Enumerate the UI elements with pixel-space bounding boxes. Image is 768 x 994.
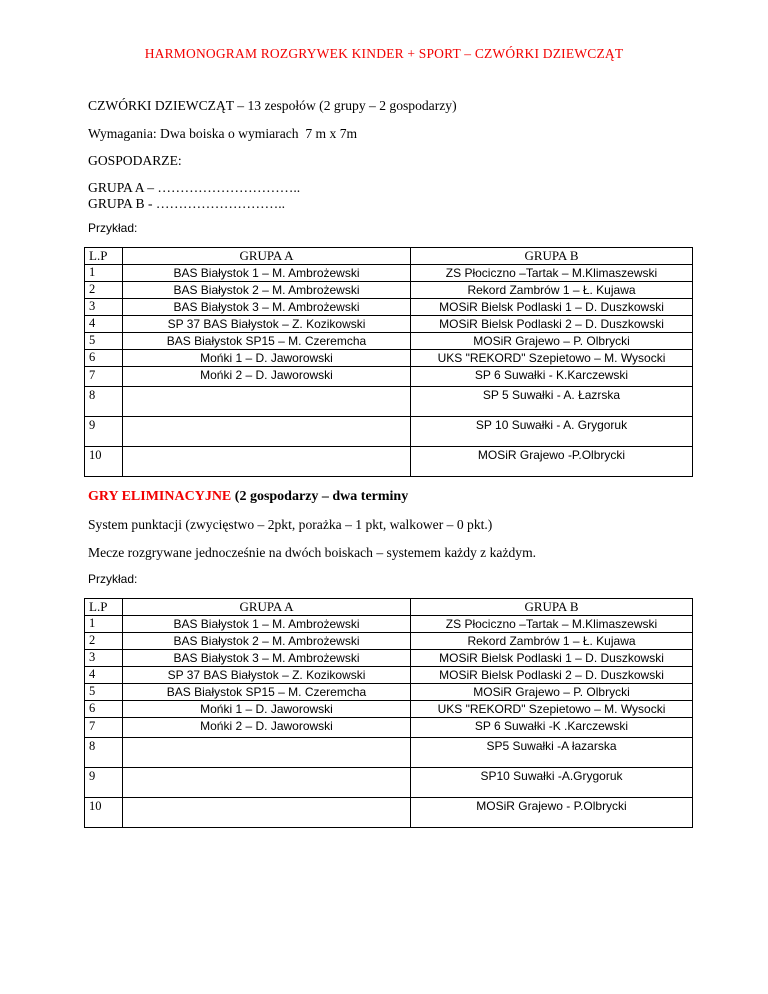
scoring-system-line: System punktacji (zwycięstwo – 2pkt, porażka – 1 pkt, walkower – 0 pkt.)	[88, 517, 493, 532]
group-b-cell: SP 5 Suwałki - A. Łazrska	[411, 387, 693, 417]
group-b-cell: MOSiR Grajewo -P.Olbrycki	[411, 447, 693, 477]
table-row	[85, 650, 693, 667]
group-b-cell: SP 10 Suwałki - A. Grygoruk	[411, 417, 693, 447]
column-header-group-a: GRUPA A	[123, 248, 411, 265]
group-a-cell: SP 37 BAS Białystok – Z. Kozikowski	[123, 667, 411, 684]
table-row	[85, 367, 693, 387]
group-a-cell: BAS Białystok 2 – M. Ambrożewski	[123, 633, 411, 650]
teams-count-line: CZWÓRKI DZIEWCZĄT – 13 zespołów (2 grupy – 2 gospodarzy)	[88, 98, 457, 113]
row-number-cell: 4	[85, 667, 123, 684]
group-b-cell: Rekord Zambrów 1 – Ł. Kujawa	[411, 633, 693, 650]
row-number-cell: 2	[85, 282, 123, 299]
table-row	[85, 798, 693, 828]
requirements-line: Wymagania: Dwa boiska o wymiarach 7 m x 7m	[88, 126, 358, 141]
row-number-cell: 7	[85, 718, 123, 738]
column-header-lp: L.P	[85, 248, 123, 265]
table-row	[85, 282, 693, 299]
group-b-blank-line: GRUPA B - ………………………..	[88, 196, 286, 211]
table-row	[85, 316, 693, 333]
group-b-cell: ZS Płociczno –Tartak – M.Klimaszewski	[411, 265, 693, 282]
group-a-cell: Mońki 1 – D. Jaworowski	[123, 350, 411, 367]
group-b-cell: ZS Płociczno –Tartak – M.Klimaszewski	[411, 616, 693, 633]
group-a-cell: Mońki 2 – D. Jaworowski	[123, 718, 411, 738]
row-number-cell: 3	[85, 650, 123, 667]
group-a-cell: BAS Białystok SP15 – M. Czeremcha	[123, 684, 411, 701]
example-label-2: Przykład:	[88, 572, 138, 586]
table-row	[85, 701, 693, 718]
group-b-cell: MOSiR Grajewo - P.Olbrycki	[411, 798, 693, 828]
row-number-cell: 9	[85, 417, 123, 447]
group-a-cell: Mońki 1 – D. Jaworowski	[123, 701, 411, 718]
table-row	[85, 633, 693, 650]
row-number-cell: 8	[85, 738, 123, 768]
row-number-cell: 1	[85, 616, 123, 633]
column-header-lp: L.P	[85, 599, 123, 616]
table-row	[85, 333, 693, 350]
group-b-cell: MOSiR Grajewo – P. Olbrycki	[411, 333, 693, 350]
row-number-cell: 3	[85, 299, 123, 316]
table-row	[85, 718, 693, 738]
group-b-cell: MOSiR Bielsk Podlaski 2 – D. Duszkowski	[411, 667, 693, 684]
group-a-cell	[123, 768, 411, 798]
group-b-cell: UKS "REKORD" Szepietowo – M. Wysocki	[411, 350, 693, 367]
row-number-cell: 8	[85, 387, 123, 417]
group-a-cell	[123, 447, 411, 477]
table-row	[85, 684, 693, 701]
example-label-1: Przykład:	[88, 221, 138, 235]
group-a-cell: BAS Białystok 1 – M. Ambrożewski	[123, 616, 411, 633]
group-a-cell: BAS Białystok 3 – M. Ambrożewski	[123, 299, 411, 316]
group-b-cell: SP10 Suwałki -A.Grygoruk	[411, 768, 693, 798]
document-title: HARMONOGRAM ROZGRYWEK KINDER + SPORT – CZWÓRKI DZIEWCZĄT	[144, 46, 624, 61]
table-row	[85, 299, 693, 316]
group-b-cell: MOSiR Bielsk Podlaski 1 – D. Duszkowski	[411, 650, 693, 667]
elimination-games-heading-black: (2 gospodarzy – dwa terminy	[231, 489, 409, 504]
group-b-cell: UKS "REKORD" Szepietowo – M. Wysocki	[411, 701, 693, 718]
group-b-cell: SP 6 Suwałki - K.Karczewski	[411, 367, 693, 387]
table-row	[85, 768, 693, 798]
table-header-row	[85, 248, 693, 265]
table-row	[85, 667, 693, 684]
group-a-cell	[123, 798, 411, 828]
group-a-cell: BAS Białystok 1 – M. Ambrożewski	[123, 265, 411, 282]
column-header-group-a: GRUPA A	[123, 599, 411, 616]
row-number-cell: 1	[85, 265, 123, 282]
table-row	[85, 265, 693, 282]
group-b-cell: SP 6 Suwałki -K .Karczewski	[411, 718, 693, 738]
group-a-cell	[123, 387, 411, 417]
table-row	[85, 616, 693, 633]
group-b-cell: MOSiR Grajewo – P. Olbrycki	[411, 684, 693, 701]
row-number-cell: 5	[85, 684, 123, 701]
group-b-cell: MOSiR Bielsk Podlaski 1 – D. Duszkowski	[411, 299, 693, 316]
group-a-cell	[123, 738, 411, 768]
column-header-group-b: GRUPA B	[411, 248, 693, 265]
row-number-cell: 9	[85, 768, 123, 798]
group-a-cell: BAS Białystok 2 – M. Ambrożewski	[123, 282, 411, 299]
table-row	[85, 387, 693, 417]
group-a-blank-line: GRUPA A – …………………………..	[88, 180, 301, 195]
matches-line: Mecze rozgrywane jednocześnie na dwóch boiskach – systemem każdy z każdym.	[88, 545, 537, 560]
group-a-cell: BAS Białystok 3 – M. Ambrożewski	[123, 650, 411, 667]
table-header-row	[85, 599, 693, 616]
hosts-label: GOSPODARZE:	[88, 153, 182, 168]
row-number-cell: 2	[85, 633, 123, 650]
group-a-cell: Mońki 2 – D. Jaworowski	[123, 367, 411, 387]
row-number-cell: 5	[85, 333, 123, 350]
table-row	[85, 417, 693, 447]
groups-table-2-table	[84, 598, 693, 828]
table-row	[85, 738, 693, 768]
group-b-cell: SP5 Suwałki -A łazarska	[411, 738, 693, 768]
group-a-cell	[123, 417, 411, 447]
row-number-cell: 10	[85, 447, 123, 477]
group-b-cell: Rekord Zambrów 1 – Ł. Kujawa	[411, 282, 693, 299]
row-number-cell: 4	[85, 316, 123, 333]
group-a-cell: BAS Białystok SP15 – M. Czeremcha	[123, 333, 411, 350]
row-number-cell: 10	[85, 798, 123, 828]
groups-table-1-table	[84, 247, 693, 477]
group-b-cell: MOSiR Bielsk Podlaski 2 – D. Duszkowski	[411, 316, 693, 333]
elimination-games-heading	[88, 489, 408, 505]
column-header-group-b: GRUPA B	[411, 599, 693, 616]
groups-table-1	[84, 247, 693, 477]
table-row	[85, 447, 693, 477]
group-a-cell: SP 37 BAS Białystok – Z. Kozikowski	[123, 316, 411, 333]
groups-table-2	[84, 598, 693, 828]
table-row	[85, 350, 693, 367]
row-number-cell: 6	[85, 350, 123, 367]
row-number-cell: 6	[85, 701, 123, 718]
row-number-cell: 7	[85, 367, 123, 387]
elimination-games-heading-red: GRY ELIMINACYJNE	[88, 489, 232, 504]
